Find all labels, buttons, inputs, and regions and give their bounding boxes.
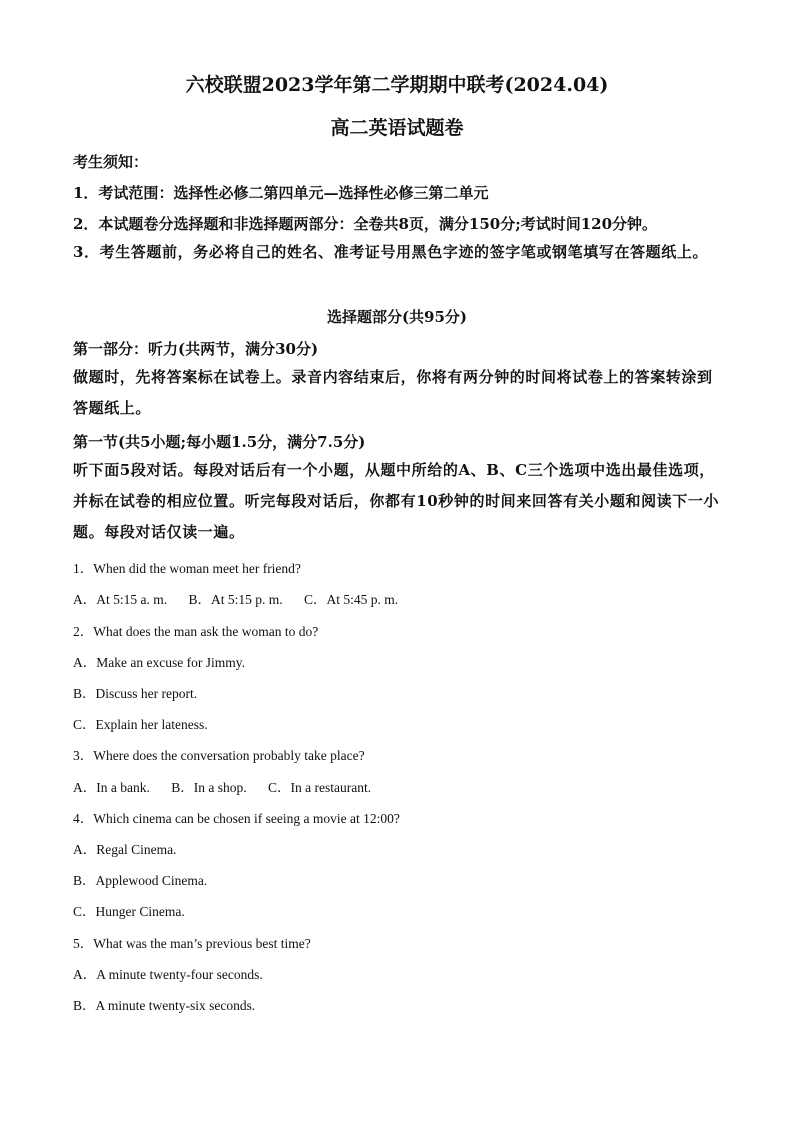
- question-5-option-a: A．A minute twenty-four seconds.: [73, 967, 263, 982]
- question-3-option-b: B．In a shop.: [171, 780, 247, 795]
- notice-heading: 考生须知：: [73, 153, 149, 171]
- question-1-option-c: C．At 5:45 p. m.: [304, 592, 399, 607]
- question-5-option-b: B．A minute twenty-six seconds.: [73, 998, 256, 1013]
- question-1-options: [73, 588, 398, 608]
- question-1-stem: 1．When did the woman meet her friend?: [73, 561, 301, 576]
- question-3-stem: 3．Where does the conversation probably take place?: [73, 748, 365, 763]
- part1-heading: 第一部分：听力(共两节，满分30分): [73, 340, 319, 358]
- question-4-option-c: C．Hunger Cinema.: [73, 904, 185, 919]
- question-3-option-a: A．In a bank.: [73, 780, 150, 795]
- question-2-option-c: C．Explain her lateness.: [73, 717, 208, 732]
- exam-title: 六校联盟2023学年第二学期期中联考(2024.04): [185, 74, 609, 96]
- section-title: 选择题部分(共95分): [326, 308, 468, 326]
- sub1-heading: 第一节(共5小题;每小题1.5分，满分7.5分): [73, 433, 366, 451]
- question-3-options: [73, 776, 371, 796]
- question-2-stem: 2．What does the man ask the woman to do?: [73, 624, 319, 639]
- question-1-option-a: A．At 5:15 a. m.: [73, 592, 168, 607]
- question-4-option-b: B．Applewood Cinema.: [73, 873, 208, 888]
- question-5-stem: 5．What was the man’s previous best time?: [73, 936, 311, 951]
- question-4-stem: 4．Which cinema can be chosen if seeing a movie at 12:00?: [73, 811, 400, 826]
- notice-item-3: 3．考生答题前，务必将自己的姓名、准考证号用黑色字迹的签字笔或钢笔填写在答题纸上。: [73, 243, 709, 261]
- question-4-option-a: A．Regal Cinema.: [73, 842, 177, 857]
- question-1-option-b: B．At 5:15 p. m.: [188, 592, 283, 607]
- question-2-option-b: B．Discuss her report.: [73, 686, 198, 701]
- question-3-option-c: C．In a restaurant.: [267, 780, 372, 795]
- exam-subtitle: 高二英语试题卷: [330, 117, 464, 139]
- question-2-option-a: A．Make an excuse for Jimmy.: [73, 655, 245, 670]
- notice-item-1: 1．考试范围：选择性必修二第四单元—选择性必修三第二单元: [73, 184, 489, 202]
- notice-item-2: 2．本试题卷分选择题和非选择题两部分：全卷共8页，满分150分;考试时间120分钟。: [73, 215, 658, 233]
- part1-instructions: 做题时，先将答案标在试卷上。录音内容结束后，你将有两分钟的时间将试卷上的答案转涂到答题纸上。: [73, 368, 713, 417]
- sub1-instructions: 听下面5段对话。每段对话后有一个小题，从题中所给的A、B、C三个选项中选出最佳选项，并标在试卷的相应位置。听完每段对话后，你都有10秒钟的时间来回答有关小题和阅读下一小题。每段对话仅读一遍。: [73, 461, 720, 541]
